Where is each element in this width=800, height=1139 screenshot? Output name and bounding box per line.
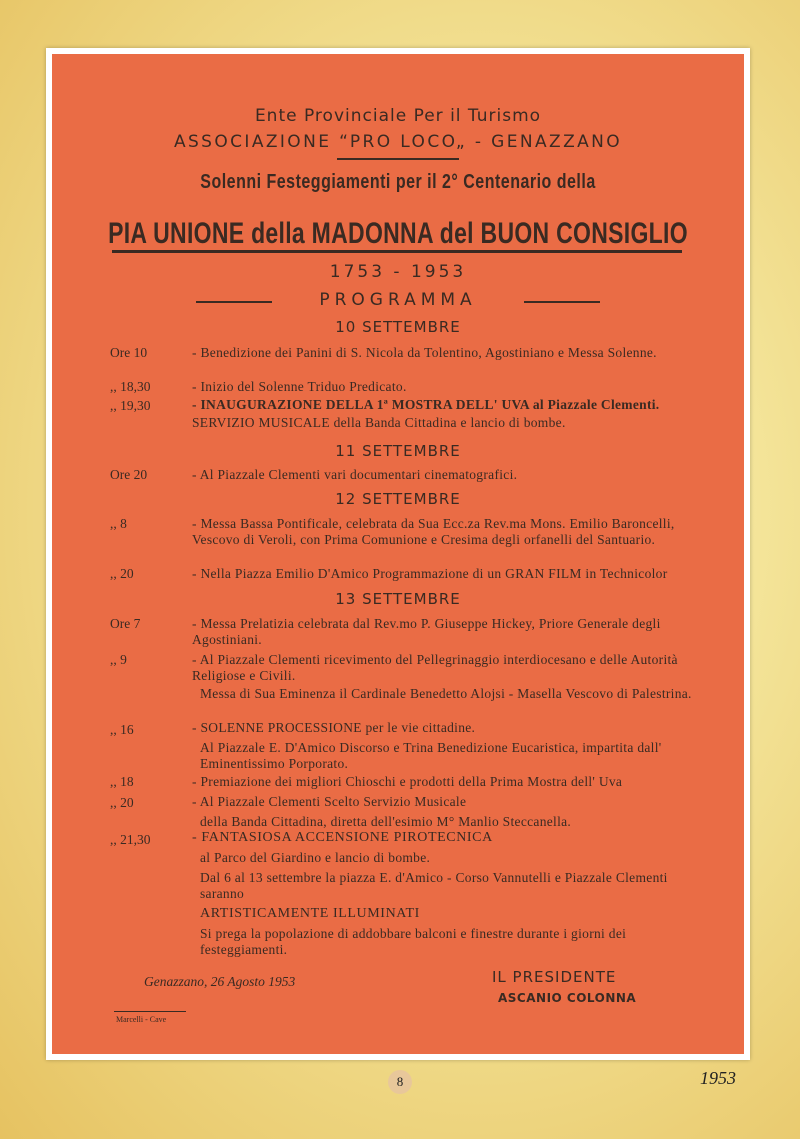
printer-rule (114, 1011, 186, 1012)
page-number: 8 (388, 1070, 412, 1094)
event-time: ,, 19,30 (110, 398, 151, 413)
event-time: ,, 16 (110, 722, 134, 737)
event-text: Si prega la popolazione di addobbare balconi e finestre durante i giorni dei festeggiamenti. (200, 926, 627, 957)
event-text: - Premiazione dei migliori Chioschi e prodotti della Prima Mostra dell' Uva (192, 774, 623, 789)
printer-credit: Marcelli - Cave (116, 1015, 167, 1024)
header-line-2: ASSOCIAZIONE “PRO LOCO„ - GENAZZANO (173, 132, 623, 152)
day-heading-12: 12 SETTEMBRE (335, 490, 461, 508)
event-time: ,, 8 (110, 516, 127, 531)
event-text: al Parco del Giardino e lancio di bombe. (200, 850, 431, 865)
event-text: ARTISTICAMENTE ILLUMINATI (200, 906, 420, 921)
president-title: IL PRESIDENTE (492, 968, 617, 986)
event-text: - Messa Bassa Pontificale, celebrata da Sua Ecc.za Rev.ma Mons. Emilio Baroncelli, Vescovo di Veroli, con Prima Comunione e Cresima degli orfanelli del Santuario. (192, 516, 675, 547)
event-time: Ore 7 (110, 616, 141, 631)
programma-rule-right (524, 301, 600, 303)
event-time: ,, 9 (110, 652, 127, 667)
poster-title: PIA UNIONE della MADONNA del BUON CONSIGLIO (108, 215, 688, 250)
poster (52, 54, 744, 1054)
event-text: SERVIZIO MUSICALE della Banda Cittadina e lancio di bombe. (192, 415, 566, 430)
page-year: 1953 (700, 1068, 736, 1088)
place-date: Genazzano, 26 Agosto 1953 (144, 974, 296, 989)
event-text: - Al Piazzale Clementi vari documentari cinematografici. (192, 467, 518, 482)
event-text: - Nella Piazza Emilio D'Amico Programmazione di un GRAN FILM in Technicolor (192, 566, 668, 581)
day-heading-13: 13 SETTEMBRE (335, 590, 461, 608)
event-time: ,, 20 (110, 795, 134, 810)
event-text: - SOLENNE PROCESSIONE per le vie cittadine. (192, 720, 476, 735)
event-text: Messa di Sua Eminenza il Cardinale Benedetto Alojsi - Masella Vescovo di Palestrina. (200, 686, 692, 701)
event-time: ,, 21,30 (110, 832, 151, 847)
day-heading-10: 10 SETTEMBRE (335, 318, 461, 336)
event-text: - Al Piazzale Clementi Scelto Servizio Musicale (192, 794, 467, 809)
day-heading-11: 11 SETTEMBRE (335, 442, 461, 460)
programma-heading: PROGRAMMA (319, 290, 477, 310)
title-underline (112, 250, 682, 253)
event-time: Ore 10 (110, 345, 148, 360)
header-line-1: Ente Provinciale Per il Turismo (254, 106, 542, 126)
event-text: Dal 6 al 13 settembre la piazza E. d'Amico - Corso Vannutelli e Piazzale Clementi saranno (200, 870, 668, 901)
president-name: ASCANIO COLONNA (498, 991, 637, 1005)
event-text: - Benedizione dei Panini di S. Nicola da Tolentino, Agostiniano e Messa Solenne. (192, 345, 657, 360)
event-text: - Inizio del Solenne Triduo Predicato. (192, 379, 407, 394)
header-divider (337, 158, 459, 160)
header-line-3: Solenni Festeggiamenti per il 2° Centenario della (200, 171, 596, 193)
event-time: ,, 18,30 (110, 379, 151, 394)
event-text: - INAUGURAZIONE DELLA 1ª MOSTRA DELL' UVA al Piazzale Clementi. (192, 397, 660, 412)
event-text: - FANTASIOSA ACCENSIONE PIROTECNICA (192, 830, 493, 845)
years: 1753 - 1953 (329, 262, 467, 282)
event-text: - Messa Prelatizia celebrata dal Rev.mo P. Giuseppe Hickey, Priore Generale degli Agostiniani. (192, 616, 661, 647)
event-time: ,, 20 (110, 566, 134, 581)
event-time: ,, 18 (110, 774, 134, 789)
event-text: - Al Piazzale Clementi ricevimento del Pellegrinaggio interdiocesano e delle Autorità Religiose e Civili. (192, 652, 678, 683)
event-time: Ore 20 (110, 467, 148, 482)
event-text: della Banda Cittadina, diretta dell'esimio M° Manlio Steccanella. (200, 814, 572, 829)
event-text: Al Piazzale E. D'Amico Discorso e Trina Benedizione Eucaristica, impartita dall' Eminentissimo Porporato. (200, 740, 662, 771)
